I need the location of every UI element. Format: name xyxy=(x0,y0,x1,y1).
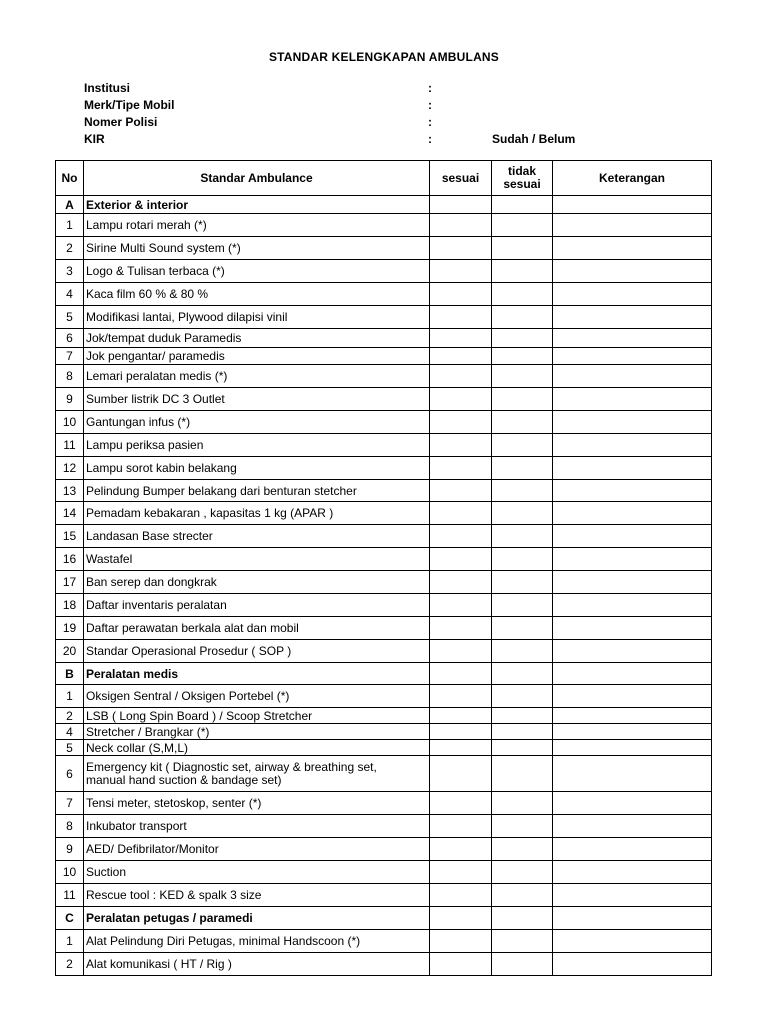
sesuai-cell[interactable] xyxy=(430,525,492,548)
tidak-sesuai-cell[interactable] xyxy=(492,283,553,306)
table-row xyxy=(56,884,712,907)
row-number: 10 xyxy=(56,861,84,884)
keterangan-cell[interactable] xyxy=(553,214,712,237)
keterangan-cell[interactable] xyxy=(553,457,712,480)
keterangan-cell[interactable] xyxy=(553,480,712,502)
sesuai-cell[interactable] xyxy=(430,196,492,214)
row-item: Modifikasi lantai, Plywood dilapisi vinil xyxy=(84,306,430,329)
row-number: C xyxy=(56,907,84,930)
row-number: 6 xyxy=(56,329,84,348)
row-item: Exterior & interior xyxy=(84,196,430,214)
table-body xyxy=(56,196,712,976)
tidak-sesuai-cell[interactable] xyxy=(492,348,553,365)
table-row xyxy=(56,815,712,838)
sesuai-cell[interactable] xyxy=(430,260,492,283)
row-item: Inkubator transport xyxy=(84,815,430,838)
row-item: Logo & Tulisan terbaca (*) xyxy=(84,260,430,283)
tidak-sesuai-cell[interactable] xyxy=(492,663,553,685)
row-number: 19 xyxy=(56,617,84,640)
table-row xyxy=(56,480,712,502)
table-row xyxy=(56,283,712,306)
row-item: AED/ Defibrilator/Monitor xyxy=(84,838,430,861)
info-label: Institusi xyxy=(84,81,131,95)
tidak-sesuai-cell[interactable] xyxy=(492,214,553,237)
header-keterangan: Keterangan xyxy=(553,161,712,196)
table-row xyxy=(56,792,712,815)
sesuai-cell[interactable] xyxy=(430,548,492,571)
header-no: No xyxy=(56,161,84,196)
keterangan-cell[interactable] xyxy=(553,502,712,525)
keterangan-cell[interactable] xyxy=(553,348,712,365)
row-number: 15 xyxy=(56,525,84,548)
sesuai-cell[interactable] xyxy=(430,640,492,663)
tidak-sesuai-cell[interactable] xyxy=(492,237,553,260)
tidak-sesuai-cell[interactable] xyxy=(492,594,553,617)
keterangan-cell[interactable] xyxy=(553,685,712,708)
table-row xyxy=(56,214,712,237)
table-row xyxy=(56,388,712,411)
row-item: Ban serep dan dongkrak xyxy=(84,571,430,594)
table-row xyxy=(56,930,712,953)
tidak-sesuai-cell[interactable] xyxy=(492,953,553,976)
row-number: 7 xyxy=(56,792,84,815)
tidak-sesuai-cell[interactable] xyxy=(492,365,553,388)
table-row xyxy=(56,434,712,457)
keterangan-cell[interactable] xyxy=(553,815,712,838)
row-number: 1 xyxy=(56,685,84,708)
row-item-line1: Emergency kit ( Diagnostic set, airway & breathing set, xyxy=(86,759,377,774)
row-item: Landasan Base strecter xyxy=(84,525,430,548)
row-number: 5 xyxy=(56,306,84,329)
row-number: 20 xyxy=(56,640,84,663)
row-item: Daftar perawatan berkala alat dan mobil xyxy=(84,617,430,640)
vehicle-info xyxy=(84,80,684,148)
table-row xyxy=(56,260,712,283)
keterangan-cell[interactable] xyxy=(553,306,712,329)
sesuai-cell[interactable] xyxy=(430,756,492,792)
sesuai-cell[interactable] xyxy=(430,953,492,976)
table-row xyxy=(56,548,712,571)
table-row xyxy=(56,571,712,594)
info-colon: : xyxy=(428,115,432,129)
table-row xyxy=(56,411,712,434)
table-row xyxy=(56,617,712,640)
row-item: Jok/tempat duduk Paramedis xyxy=(84,329,430,348)
row-number: 13 xyxy=(56,480,84,502)
keterangan-cell[interactable] xyxy=(553,329,712,348)
row-item: Daftar inventaris peralatan xyxy=(84,594,430,617)
row-item: Lampu sorot kabin belakang xyxy=(84,457,430,480)
sesuai-cell[interactable] xyxy=(430,348,492,365)
keterangan-cell[interactable] xyxy=(553,548,712,571)
table-row xyxy=(56,740,712,756)
tidak-sesuai-cell[interactable] xyxy=(492,388,553,411)
keterangan-cell[interactable] xyxy=(553,196,712,214)
row-item: Peralatan medis xyxy=(84,663,430,685)
table-row xyxy=(56,329,712,348)
table-row xyxy=(56,525,712,548)
tidak-sesuai-cell[interactable] xyxy=(492,708,553,724)
tidak-sesuai-cell[interactable] xyxy=(492,329,553,348)
row-item: Stretcher / Brangkar (*) xyxy=(84,724,430,740)
keterangan-cell[interactable] xyxy=(553,365,712,388)
row-number: 9 xyxy=(56,388,84,411)
tidak-sesuai-cell[interactable] xyxy=(492,685,553,708)
row-item: Sirine Multi Sound system (*) xyxy=(84,237,430,260)
tidak-sesuai-cell[interactable] xyxy=(492,740,553,756)
table-header-row xyxy=(56,161,712,196)
header-standar-ambulance: Standar Ambulance xyxy=(84,161,430,196)
keterangan-cell[interactable] xyxy=(553,237,712,260)
header-tidak-sesuai-line1: tidak xyxy=(507,164,536,178)
section-row xyxy=(56,663,712,685)
keterangan-cell[interactable] xyxy=(553,708,712,724)
tidak-sesuai-cell[interactable] xyxy=(492,838,553,861)
sesuai-cell[interactable] xyxy=(430,237,492,260)
sesuai-cell[interactable] xyxy=(430,663,492,685)
keterangan-cell[interactable] xyxy=(553,838,712,861)
row-item: Pelindung Bumper belakang dari benturan stetcher xyxy=(84,480,430,502)
sesuai-cell[interactable] xyxy=(430,283,492,306)
sesuai-cell[interactable] xyxy=(430,884,492,907)
row-item-line2: manual hand suction & bandage set) xyxy=(86,772,282,787)
info-row-institusi xyxy=(84,80,684,97)
sesuai-cell[interactable] xyxy=(430,792,492,815)
section-row xyxy=(56,196,712,214)
table-row xyxy=(56,640,712,663)
row-item: Kaca film 60 % & 80 % xyxy=(84,283,430,306)
info-colon: : xyxy=(428,132,432,146)
tidak-sesuai-cell[interactable] xyxy=(492,640,553,663)
row-item: Standar Operasional Prosedur ( SOP ) xyxy=(84,640,430,663)
tidak-sesuai-cell[interactable] xyxy=(492,457,553,480)
info-label: Merk/Tipe Mobil xyxy=(84,98,175,112)
table-row xyxy=(56,756,712,792)
sesuai-cell[interactable] xyxy=(430,724,492,740)
row-number: 17 xyxy=(56,571,84,594)
tidak-sesuai-cell[interactable] xyxy=(492,434,553,457)
keterangan-cell[interactable] xyxy=(553,594,712,617)
row-item: Tensi meter, stetoskop, senter (*) xyxy=(84,792,430,815)
tidak-sesuai-cell[interactable] xyxy=(492,525,553,548)
tidak-sesuai-cell[interactable] xyxy=(492,306,553,329)
keterangan-cell[interactable] xyxy=(553,861,712,884)
table-row xyxy=(56,237,712,260)
sesuai-cell[interactable] xyxy=(430,457,492,480)
info-label: KIR xyxy=(84,132,105,146)
table-row xyxy=(56,724,712,740)
header-sesuai: sesuai xyxy=(430,161,492,196)
section-row xyxy=(56,907,712,930)
sesuai-cell[interactable] xyxy=(430,306,492,329)
tidak-sesuai-cell[interactable] xyxy=(492,571,553,594)
sesuai-cell[interactable] xyxy=(430,502,492,525)
row-number: 11 xyxy=(56,434,84,457)
row-item: Pemadam kebakaran , kapasitas 1 kg (APAR ) xyxy=(84,502,430,525)
sesuai-cell[interactable] xyxy=(430,617,492,640)
row-item: Alat komunikasi ( HT / Rig ) xyxy=(84,953,430,976)
sesuai-cell[interactable] xyxy=(430,214,492,237)
info-value: Sudah / Belum xyxy=(492,132,576,146)
row-number: 16 xyxy=(56,548,84,571)
row-item: Alat Pelindung Diri Petugas, minimal Handscoon (*) xyxy=(84,930,430,953)
sesuai-cell[interactable] xyxy=(430,365,492,388)
sesuai-cell[interactable] xyxy=(430,411,492,434)
row-number: B xyxy=(56,663,84,685)
info-row-nomer-polisi xyxy=(84,114,684,131)
tidak-sesuai-cell[interactable] xyxy=(492,260,553,283)
keterangan-cell[interactable] xyxy=(553,617,712,640)
row-item: Peralatan petugas / paramedi xyxy=(84,907,430,930)
header-tidak-sesuai-line2: sesuai xyxy=(503,177,541,191)
row-number: 2 xyxy=(56,953,84,976)
row-number: A xyxy=(56,196,84,214)
keterangan-cell[interactable] xyxy=(553,411,712,434)
keterangan-cell[interactable] xyxy=(553,756,712,792)
row-number: 7 xyxy=(56,348,84,365)
keterangan-cell[interactable] xyxy=(553,571,712,594)
keterangan-cell[interactable] xyxy=(553,884,712,907)
row-number: 10 xyxy=(56,411,84,434)
tidak-sesuai-cell[interactable] xyxy=(492,861,553,884)
tidak-sesuai-cell[interactable] xyxy=(492,480,553,502)
row-item: Lampu rotari merah (*) xyxy=(84,214,430,237)
row-item: Lampu periksa pasien xyxy=(84,434,430,457)
tidak-sesuai-cell[interactable] xyxy=(492,411,553,434)
keterangan-cell[interactable] xyxy=(553,283,712,306)
row-number: 9 xyxy=(56,838,84,861)
row-number: 2 xyxy=(56,237,84,260)
sesuai-cell[interactable] xyxy=(430,388,492,411)
row-number: 12 xyxy=(56,457,84,480)
tidak-sesuai-cell[interactable] xyxy=(492,617,553,640)
sesuai-cell[interactable] xyxy=(430,861,492,884)
table-row xyxy=(56,348,712,365)
tidak-sesuai-cell[interactable] xyxy=(492,884,553,907)
row-number: 14 xyxy=(56,502,84,525)
row-number: 11 xyxy=(56,884,84,907)
keterangan-cell[interactable] xyxy=(553,930,712,953)
sesuai-cell[interactable] xyxy=(430,594,492,617)
info-row-merk xyxy=(84,97,684,114)
tidak-sesuai-cell[interactable] xyxy=(492,196,553,214)
row-item: Wastafel xyxy=(84,548,430,571)
sesuai-cell[interactable] xyxy=(430,740,492,756)
keterangan-cell[interactable] xyxy=(553,525,712,548)
tidak-sesuai-cell[interactable] xyxy=(492,930,553,953)
table-row xyxy=(56,502,712,525)
sesuai-cell[interactable] xyxy=(430,708,492,724)
info-colon: : xyxy=(428,98,432,112)
row-number: 1 xyxy=(56,930,84,953)
info-colon: : xyxy=(428,81,432,95)
row-number: 8 xyxy=(56,815,84,838)
row-number: 6 xyxy=(56,756,84,792)
sesuai-cell[interactable] xyxy=(430,685,492,708)
tidak-sesuai-cell[interactable] xyxy=(492,724,553,740)
table-row xyxy=(56,457,712,480)
row-number: 4 xyxy=(56,724,84,740)
info-row-kir xyxy=(84,131,684,148)
sesuai-cell[interactable] xyxy=(430,815,492,838)
row-number: 2 xyxy=(56,708,84,724)
row-item xyxy=(84,756,430,792)
keterangan-cell[interactable] xyxy=(553,260,712,283)
row-number: 5 xyxy=(56,740,84,756)
sesuai-cell[interactable] xyxy=(430,434,492,457)
table-row xyxy=(56,838,712,861)
keterangan-cell[interactable] xyxy=(553,388,712,411)
tidak-sesuai-cell[interactable] xyxy=(492,502,553,525)
table-row xyxy=(56,685,712,708)
keterangan-cell[interactable] xyxy=(553,953,712,976)
row-item: Lemari peralatan medis (*) xyxy=(84,365,430,388)
keterangan-cell[interactable] xyxy=(553,663,712,685)
info-label: Nomer Polisi xyxy=(84,115,158,129)
row-item: Suction xyxy=(84,861,430,884)
tidak-sesuai-cell[interactable] xyxy=(492,792,553,815)
row-item: LSB ( Long Spin Board ) / Scoop Stretcher xyxy=(84,708,430,724)
sesuai-cell[interactable] xyxy=(430,907,492,930)
row-number: 8 xyxy=(56,365,84,388)
keterangan-cell[interactable] xyxy=(553,640,712,663)
checklist-table xyxy=(55,160,712,976)
table-row xyxy=(56,306,712,329)
sesuai-cell[interactable] xyxy=(430,838,492,861)
table-row xyxy=(56,861,712,884)
keterangan-cell[interactable] xyxy=(553,792,712,815)
sesuai-cell[interactable] xyxy=(430,329,492,348)
table-row xyxy=(56,708,712,724)
tidak-sesuai-cell[interactable] xyxy=(492,907,553,930)
keterangan-cell[interactable] xyxy=(553,907,712,930)
sesuai-cell[interactable] xyxy=(430,480,492,502)
keterangan-cell[interactable] xyxy=(553,434,712,457)
row-item: Oksigen Sentral / Oksigen Portebel (*) xyxy=(84,685,430,708)
keterangan-cell[interactable] xyxy=(553,724,712,740)
sesuai-cell[interactable] xyxy=(430,930,492,953)
table-row xyxy=(56,365,712,388)
row-number: 4 xyxy=(56,283,84,306)
row-item: Rescue tool : KED & spalk 3 size xyxy=(84,884,430,907)
table-row xyxy=(56,594,712,617)
tidak-sesuai-cell[interactable] xyxy=(492,756,553,792)
tidak-sesuai-cell[interactable] xyxy=(492,548,553,571)
row-number: 1 xyxy=(56,214,84,237)
document-title: STANDAR KELENGKAPAN AMBULANS xyxy=(268,50,500,64)
row-item: Gantungan infus (*) xyxy=(84,411,430,434)
row-item: Jok pengantar/ paramedis xyxy=(84,348,430,365)
row-number: 18 xyxy=(56,594,84,617)
row-item: Neck collar (S,M,L) xyxy=(84,740,430,756)
row-number: 3 xyxy=(56,260,84,283)
tidak-sesuai-cell[interactable] xyxy=(492,815,553,838)
header-tidak-sesuai xyxy=(492,161,553,196)
table-row xyxy=(56,953,712,976)
sesuai-cell[interactable] xyxy=(430,571,492,594)
row-item: Sumber listrik DC 3 Outlet xyxy=(84,388,430,411)
keterangan-cell[interactable] xyxy=(553,740,712,756)
